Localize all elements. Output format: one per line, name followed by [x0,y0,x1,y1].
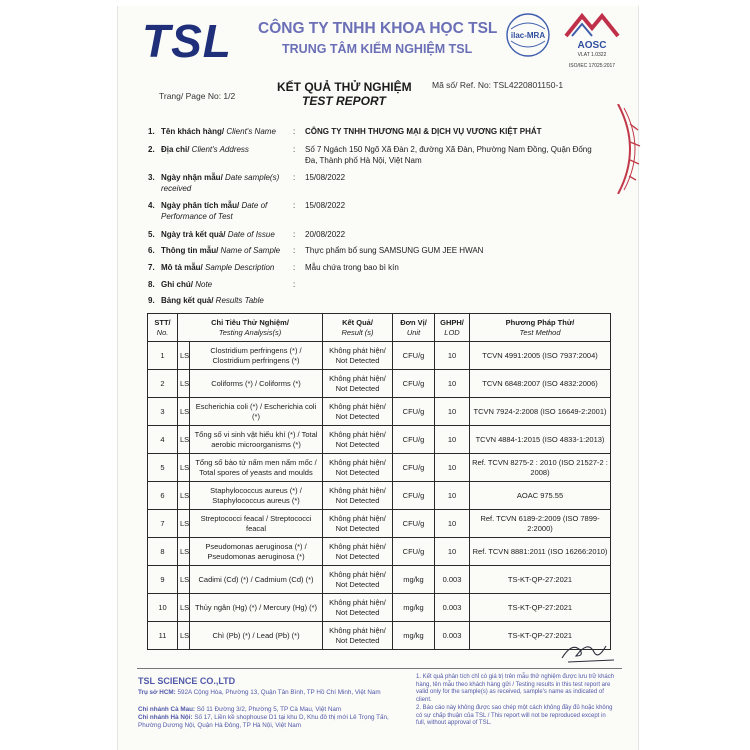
cell-analysis: Tổng số vi sinh vật hiếu khí (*) / Total aerobic microorganisms (*) [190,426,323,454]
cell-method: AOAC 975.55 [470,482,611,510]
tsl-logo: TSL [142,15,232,67]
table-row [148,510,611,538]
cell-lod: 10 [435,538,470,566]
table-row [148,566,611,594]
date-received: 15/08/2022 [305,173,346,182]
cell-analysis: Clostridium perfringens (*) / Clostridium perfringens (*) [190,342,323,370]
cell-method: TS-KT-QP-27:2021 [470,622,611,650]
aosc-code: VLAT 1.0322 [577,52,607,58]
col-header-analysis: Chỉ Tiêu Thử Nghiệm/ Testing Analysis(s) [178,314,323,342]
cell-result: Không phát hiện/ Not Detected [323,426,393,454]
date-issue: 20/08/2022 [305,230,346,239]
col-header-lod: GHPH/ LOD [435,314,470,342]
aosc-logo [558,10,626,70]
info-label-vi: Ngày phân tích mẫu/ [161,201,240,210]
cell-lod: 10 [435,482,470,510]
cell-ls: LS [178,398,190,426]
col-header-result: Kết Quả/ Result (s) [323,314,393,342]
cell-analysis: Cadimi (Cd) (*) / Cadmium (Cd) (*) [190,566,323,594]
cell-analysis: Escherichia coli (*) / Escherichia coli (*) [190,398,323,426]
table-row [148,594,611,622]
info-colon: : [293,230,296,239]
red-stamp [616,104,646,194]
page-number: Trang/ Page No: 1/2 [159,91,236,101]
cell-unit: mg/kg [393,594,435,622]
cell-method: Ref. TCVN 8275-2 : 2010 (ISO 21527-2 : 2008) [470,454,611,482]
cell-result: Không phát hiện/ Not Detected [323,398,393,426]
ilac-mra-logo [505,12,551,58]
info-label-en: Note [193,280,213,289]
info-label-en: Date of Performance of Test [161,201,268,221]
cell-result: Không phát hiện/ Not Detected [323,370,393,398]
cell-unit: CFU/g [393,510,435,538]
signature [558,636,618,666]
cell-unit: mg/kg [393,566,435,594]
sample-description: Mẫu chứa trong bao bì kín [305,263,399,272]
iso-text: ISO/IEC 17025:2017 [568,63,616,69]
col-header-method: Phương Pháp Thử/ Test Method [470,314,611,342]
cell-unit: CFU/g [393,342,435,370]
cell-unit: CFU/g [393,398,435,426]
info-label-en: Results Table [213,296,264,305]
cell-lod: 10 [435,342,470,370]
info-colon: : [293,246,296,255]
table-row [148,398,611,426]
table-row [148,454,611,482]
ref-number: Mã số/ Ref. No: TSL4220801150-1 [432,80,564,90]
cell-no: 7 [148,510,178,538]
info-label-vi: Bảng kết quả/ [161,296,214,305]
cell-analysis: Pseudomonas aeruginosa (*) / Pseudomonas aeruginosa (*) [190,538,323,566]
table-row [148,622,611,650]
sample-name: Thực phẩm bổ sung SAMSUNG GUM JEE HWAN [305,246,484,255]
cell-result: Không phát hiện/ Not Detected [323,482,393,510]
cell-analysis: Streptococci feacal / Streptococci feacal [190,510,323,538]
cell-method: TS-KT-QP-27:2021 [470,566,611,594]
info-label-en: Client's Address [189,145,249,154]
cell-ls: LS [178,510,190,538]
cell-no: 5 [148,454,178,482]
cell-lod: 10 [435,398,470,426]
client-address: Số 7 Ngách 150 Ngõ Xã Đàn 2, đường Xã Đàn, Phường Nam Đồng, Quận Đống Đa, Thành phố Hà Nội, Việt Nam [305,145,592,165]
info-label-vi: Mô tả mẫu/ [161,263,203,272]
info-colon: : [293,201,296,210]
info-num: 2. [148,145,155,154]
info-num: 3. [148,173,155,182]
cell-no: 9 [148,566,178,594]
cell-ls: LS [178,594,190,622]
results-table [147,313,611,650]
info-num: 7. [148,263,155,272]
cell-unit: CFU/g [393,454,435,482]
cell-ls: LS [178,538,190,566]
info-label-vi: Ghi chú/ [161,280,193,289]
info-label-en: Name of Sample [218,246,281,255]
cell-lod: 0.003 [435,622,470,650]
cell-no: 2 [148,370,178,398]
cell-result: Không phát hiện/ Not Detected [323,454,393,482]
cell-unit: CFU/g [393,426,435,454]
cell-no: 8 [148,538,178,566]
cell-unit: CFU/g [393,370,435,398]
cell-ls: LS [178,342,190,370]
report-title-vi: KẾT QUẢ THỬ NGHIỆM [277,80,412,94]
info-label-en: Sample Description [202,263,275,272]
cell-ls: LS [178,454,190,482]
info-label-vi: Ngày nhận mẫu/ [161,173,223,182]
cell-lod: 0.003 [435,566,470,594]
info-num: 8. [148,280,155,289]
ilac-logo-text: ilac-MRA [510,31,546,40]
cell-method: Ref. TCVN 8881:2011 (ISO 16266:2010) [470,538,611,566]
cell-no: 10 [148,594,178,622]
cell-lod: 10 [435,370,470,398]
info-num: 5. [148,230,155,239]
client-name: CÔNG TY TNHH THƯƠNG MẠI & DỊCH VỤ VƯƠNG KIỆT PHÁT [305,127,542,136]
info-label-vi: Thông tin mẫu/ [161,246,219,255]
footer-note-2: 2. Báo cáo này không được sao chép một cách không đầy đủ hoặc không có sự chấp thuận của TSL / This report will not be reproduced except in full, without approval of TSL. [416,705,613,727]
info-label-en: Date sample(s) received [161,173,280,193]
cell-lod: 10 [435,510,470,538]
cell-lod: 0.003 [435,594,470,622]
info-num: 6. [148,246,155,255]
table-row [148,482,611,510]
cell-analysis: Thủy ngân (Hg) (*) / Mercury (Hg) (*) [190,594,323,622]
cell-no: 3 [148,398,178,426]
footer-company: TSL SCIENCE CO.,LTD [138,676,236,686]
info-colon: : [293,145,296,154]
cell-analysis: Chì (Pb) (*) / Lead (Pb) (*) [190,622,323,650]
center-name: TRUNG TÂM KIỂM NGHIỆM TSL [282,42,473,56]
cell-no: 6 [148,482,178,510]
footer-divider [137,668,622,669]
date-performance: 15/08/2022 [305,201,346,210]
footer-hanoi: Chi nhánh Hà Nội: Số 17, Liền kề shophouse D1 tại khu D, Khu đô thị mới Lê Trọng Tấn, Phường Dương Nội, Quận Hà Đông, TP Hà Nội, Việt Nam [138,714,389,729]
cell-lod: 10 [435,426,470,454]
cell-ls: LS [178,622,190,650]
col-header-stt: STT/ No. [148,314,178,342]
footer-hcm: Trụ sở HCM: 592A Cộng Hòa, Phường 13, Quận Tân Bình, TP Hồ Chí Minh, Việt Nam [138,689,381,696]
footer-camau: Chi nhánh Cà Mau: Số 11 Đường 3/2, Phường 5, TP Cà Mau, Việt Nam [138,706,342,713]
cell-analysis: Coliforms (*) / Coliforms (*) [190,370,323,398]
cell-no: 4 [148,426,178,454]
cell-ls: LS [178,482,190,510]
info-label-en: Date of Issue [225,230,275,239]
report-title-en: TEST REPORT [302,94,386,108]
info-colon: : [293,280,296,289]
info-label-vi: Tên khách hàng/ [161,127,225,136]
info-num: 9. [148,296,155,305]
cell-unit: CFU/g [393,482,435,510]
cell-analysis: Tổng số bào tử nấm men nấm mốc / Total spores of yeasts and moulds [190,454,323,482]
table-row [148,538,611,566]
company-name: CÔNG TY TNHH KHOA HỌC TSL [258,20,498,37]
cell-lod: 10 [435,454,470,482]
cell-result: Không phát hiện/ Not Detected [323,510,393,538]
aosc-logo-text: AOSC [577,40,607,51]
info-colon: : [293,127,296,136]
cell-unit: CFU/g [393,538,435,566]
cell-method: TCVN 6848:2007 (ISO 4832:2006) [470,370,611,398]
info-colon: : [293,263,296,272]
cell-no: 11 [148,622,178,650]
cell-ls: LS [178,426,190,454]
cell-method: TS-KT-QP-27:2021 [470,594,611,622]
table-row [148,342,611,370]
info-label-vi: Địa chỉ/ [161,145,190,154]
cell-method: TCVN 4884-1:2015 (ISO 4833-1:2013) [470,426,611,454]
table-header-row [148,314,611,342]
cell-result: Không phát hiện/ Not Detected [323,622,393,650]
cell-method: Ref. TCVN 6189-2:2009 (ISO 7899-2:2000) [470,510,611,538]
footer-note-1: 1. Kết quả phân tích chỉ có giá trị trên mẫu thử nghiệm được lưu trữ khách hàng, tên mẫu theo khách hàng gửi / Testing results in this test report are valid only for the sample(s) as received, sample's name as indicated of client. [416,674,615,703]
info-label-vi: Ngày trả kết quả/ [161,230,226,239]
cell-result: Không phát hiện/ Not Detected [323,566,393,594]
info-num: 4. [148,201,155,210]
table-row [148,370,611,398]
cell-ls: LS [178,566,190,594]
cell-result: Không phát hiện/ Not Detected [323,342,393,370]
col-header-unit: Đơn Vị/ Unit [393,314,435,342]
table-row [148,426,611,454]
info-num: 1. [148,127,155,136]
cell-ls: LS [178,370,190,398]
cell-analysis: Staphylococcus aureus (*) / Staphylococcus aureus (*) [190,482,323,510]
cell-unit: mg/kg [393,622,435,650]
info-label-en: Client's Name [224,127,276,136]
cell-result: Không phát hiện/ Not Detected [323,594,393,622]
info-colon: : [293,173,296,182]
cell-no: 1 [148,342,178,370]
cell-result: Không phát hiện/ Not Detected [323,538,393,566]
cell-method: TCVN 4991:2005 (ISO 7937:2004) [470,342,611,370]
cell-method: TCVN 7924-2:2008 (ISO 16649-2:2001) [470,398,611,426]
